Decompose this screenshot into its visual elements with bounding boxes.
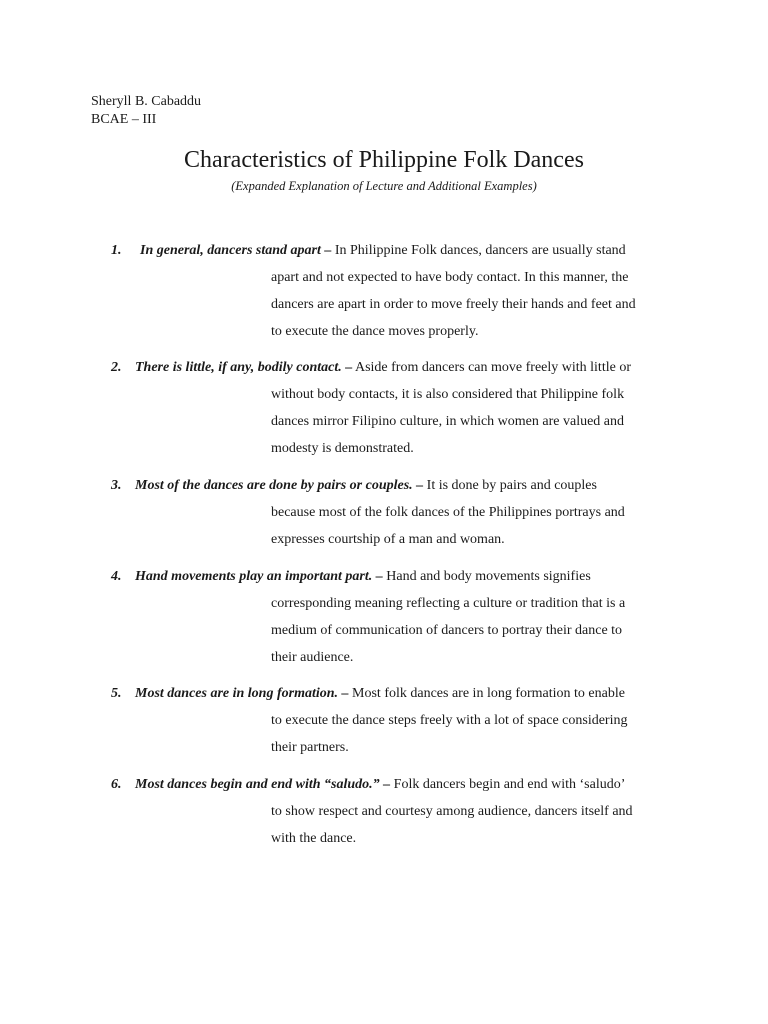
list-item	[111, 563, 711, 671]
list-item	[111, 237, 711, 345]
item-text: medium of communication of dancers to portray their dance to	[271, 623, 623, 638]
item-text: without body contacts, it is also considered that Philippine folk	[271, 387, 625, 402]
item-text: to execute the dance steps freely with a lot of space considering	[271, 713, 628, 728]
item-number: 2.	[111, 360, 122, 375]
item-text: Aside from dancers can move freely with little or	[352, 360, 631, 375]
list-item	[111, 354, 711, 462]
item-text: expresses courtship of a man and woman.	[271, 532, 505, 547]
item-text: dances mirror Filipino culture, in which women are valued and	[271, 414, 625, 429]
item-text: with the dance.	[271, 831, 357, 846]
item-heading: Most dances begin and end with “saludo.” –	[135, 777, 391, 792]
item-heading: Most dances are in long formation. –	[135, 686, 349, 701]
item-number: 4.	[111, 569, 122, 584]
item-number: 5.	[111, 686, 122, 701]
item-text: modesty is demonstrated.	[271, 441, 414, 456]
author-name: Sheryll B. Cabaddu	[91, 94, 202, 109]
author-block	[91, 93, 201, 129]
item-text: Folk dancers begin and end with ‘saludo’	[390, 777, 626, 792]
author-course: BCAE – III	[91, 112, 157, 127]
item-heading: Hand movements play an important part. –	[135, 569, 383, 584]
item-heading: There is little, if any, bodily contact. –	[135, 360, 353, 375]
list-item	[111, 771, 711, 852]
item-text: Most folk dances are in long formation to enable	[348, 686, 625, 701]
item-text: their partners.	[271, 740, 349, 755]
list-item	[111, 680, 711, 761]
item-number: 1.	[111, 243, 122, 258]
item-number: 3.	[111, 478, 122, 493]
item-heading: Most of the dances are done by pairs or couples. –	[135, 478, 424, 493]
item-text: because most of the folk dances of the Philippines portrays and	[271, 505, 625, 520]
list-item	[111, 472, 711, 553]
item-text: to execute the dance moves properly.	[271, 324, 479, 339]
item-text: their audience.	[271, 650, 354, 665]
item-text: Hand and body movements signifies	[382, 569, 591, 584]
page-subtitle: (Expanded Explanation of Lecture and Additional Examples)	[231, 179, 537, 193]
item-text: dancers are apart in order to move freely their hands and feet and	[271, 297, 636, 312]
item-number: 6.	[111, 777, 122, 792]
item-text: It is done by pairs and couples	[423, 478, 597, 493]
item-heading: In general, dancers stand apart –	[140, 243, 332, 258]
page-title: Characteristics of Philippine Folk Dances	[184, 147, 584, 173]
item-text: apart and not expected to have body contact. In this manner, the	[271, 270, 629, 285]
item-text: to show respect and courtesy among audience, dancers itself and	[271, 804, 633, 819]
item-text: corresponding meaning reflecting a culture or tradition that is a	[271, 596, 626, 611]
item-text: In Philippine Folk dances, dancers are usually stand	[331, 243, 626, 258]
